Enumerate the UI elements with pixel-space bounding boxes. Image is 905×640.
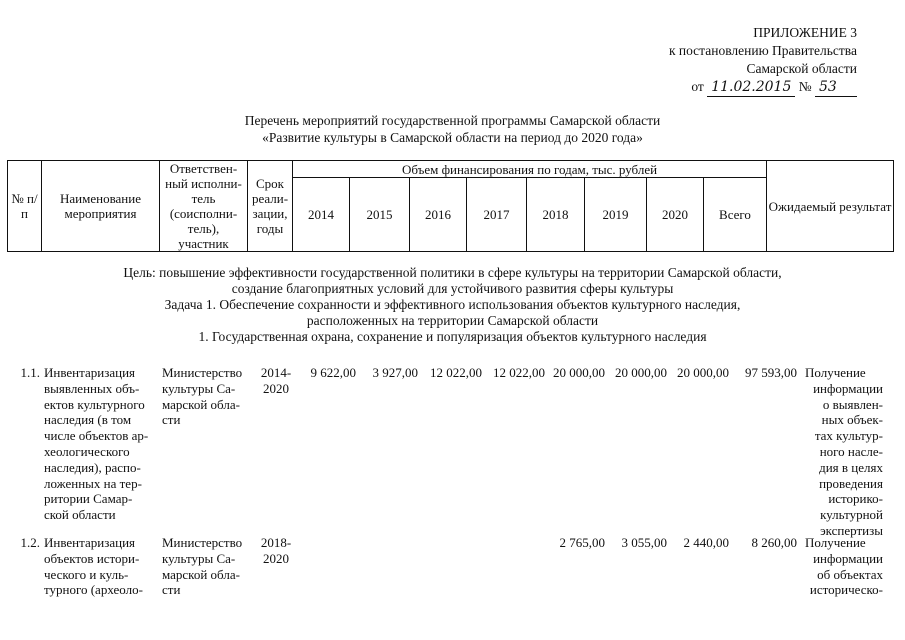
responsible-line: культуры Са- bbox=[162, 550, 236, 566]
term-line: 2020 bbox=[263, 380, 289, 396]
responsible-line: Министерство bbox=[162, 365, 243, 380]
value-2014: 9 622,00 bbox=[310, 365, 356, 380]
number-prefix: № bbox=[798, 79, 812, 94]
result-line: информации bbox=[813, 380, 883, 396]
appendix-block bbox=[597, 24, 857, 97]
task-line-1: Задача 1. Обеспечение сохранности и эффективного использования объектов культурного наследия, bbox=[164, 297, 741, 312]
row-term bbox=[256, 535, 296, 567]
name-line: объектов истори- bbox=[44, 550, 140, 566]
header-year: 2015 bbox=[350, 178, 410, 252]
goal-line-2: создание благоприятных условий для устойчивого развития сферы культуры bbox=[231, 281, 674, 296]
appendix-region-line: Самарской области bbox=[746, 61, 857, 76]
name-line: ложенных на тер- bbox=[44, 475, 142, 491]
document-title bbox=[0, 112, 905, 146]
name-line: ритории Самар- bbox=[44, 491, 133, 507]
row-responsible bbox=[162, 365, 257, 428]
value-2019: 20 000,00 bbox=[615, 365, 667, 380]
responsible-line: Министерство bbox=[162, 535, 243, 550]
value-total: 97 593,00 bbox=[745, 365, 797, 380]
responsible-line: сти bbox=[162, 412, 181, 428]
result-line: историческо- bbox=[809, 582, 883, 598]
result-line: Получение bbox=[805, 535, 866, 550]
result-line: об объектах bbox=[817, 566, 883, 582]
term-line: 2020 bbox=[263, 550, 289, 566]
row-name bbox=[44, 535, 164, 598]
result-line: информации bbox=[813, 550, 883, 566]
result-line: ных объек- bbox=[821, 412, 883, 428]
result-line: ного насле- bbox=[819, 443, 883, 459]
result-line: экспертизы bbox=[820, 522, 883, 538]
header-total: Всего bbox=[704, 178, 767, 252]
value-2020: 20 000,00 bbox=[677, 365, 729, 380]
name-line: ческого и куль- bbox=[44, 566, 129, 582]
title-line-1: Перечень мероприятий государственной программы Самарской области bbox=[244, 113, 661, 128]
header-name: Наименование мероприятия bbox=[42, 161, 160, 252]
result-line: проведения bbox=[819, 475, 883, 491]
row-name bbox=[44, 365, 164, 523]
value-2019: 3 055,00 bbox=[621, 535, 667, 550]
goal-line-1: Цель: повышение эффективности государственной политики в сфере культуры на территории Самарской области, bbox=[123, 265, 782, 280]
value-2015: 3 927,00 bbox=[372, 365, 418, 380]
term-line: 2014- bbox=[260, 365, 292, 380]
value-total: 8 260,00 bbox=[751, 535, 797, 550]
name-line: наследия (в том bbox=[44, 412, 132, 428]
row-responsible bbox=[162, 535, 257, 598]
term-line: 2018- bbox=[260, 535, 292, 550]
result-line: историко- bbox=[828, 491, 883, 507]
name-line: хеологического bbox=[44, 443, 130, 459]
value-2016: 12 022,00 bbox=[430, 365, 482, 380]
value-2017: 12 022,00 bbox=[493, 365, 545, 380]
row-result bbox=[805, 535, 883, 598]
row-number: 1.2. bbox=[20, 535, 40, 550]
handwritten-date: 11.02.2015 bbox=[707, 78, 795, 97]
name-line: ской области bbox=[44, 507, 116, 523]
header-funding: Объем финансирования по годам, тыс. рублей bbox=[293, 161, 767, 178]
goal-block bbox=[0, 265, 905, 345]
header-term: Срок реали-зации, годы bbox=[248, 161, 293, 252]
date-prefix: от bbox=[691, 79, 704, 94]
header-year: 2018 bbox=[527, 178, 585, 252]
name-line: турного (археоло- bbox=[44, 582, 143, 598]
name-line: ектов культурного bbox=[44, 396, 145, 412]
row-result bbox=[805, 365, 883, 539]
header-num: № п/п bbox=[8, 161, 42, 252]
result-line: Получение bbox=[805, 365, 866, 380]
header-year: 2016 bbox=[410, 178, 467, 252]
appendix-date-line bbox=[597, 78, 857, 97]
header-year: 2017 bbox=[467, 178, 527, 252]
value-2020: 2 440,00 bbox=[683, 535, 729, 550]
value-2018: 20 000,00 bbox=[553, 365, 605, 380]
value-2018: 2 765,00 bbox=[559, 535, 605, 550]
header-responsible: Ответствен-ный исполни-тель (соисполни-тель), участник bbox=[160, 161, 248, 252]
column-header-table bbox=[7, 160, 894, 252]
name-line: числе объектов ар- bbox=[44, 428, 149, 444]
name-line: Инвентаризация bbox=[44, 365, 135, 380]
row-term bbox=[256, 365, 296, 397]
header-year: 2020 bbox=[647, 178, 704, 252]
header-year: 2014 bbox=[293, 178, 350, 252]
responsible-line: сти bbox=[162, 582, 181, 598]
responsible-line: марской обла- bbox=[162, 396, 240, 412]
task-line-2: расположенных на территории Самарской области bbox=[306, 313, 599, 328]
header-result: Ожидаемый результат bbox=[767, 161, 894, 252]
result-line: культурной bbox=[820, 507, 883, 523]
name-line: Инвентаризация bbox=[44, 535, 135, 550]
result-line: о выявлен- bbox=[822, 396, 883, 412]
name-line: выявленных объ- bbox=[44, 380, 140, 396]
appendix-title: ПРИЛОЖЕНИЕ 3 bbox=[753, 25, 857, 40]
appendix-decree-line: к постановлению Правительства bbox=[668, 43, 857, 58]
responsible-line: марской обла- bbox=[162, 566, 240, 582]
title-line-2: «Развитие культуры в Самарской области на период до 2020 года» bbox=[262, 130, 643, 145]
section-heading: 1. Государственная охрана, сохранение и популяризация объектов культурного наследия bbox=[198, 329, 707, 344]
result-line: тах культур- bbox=[814, 428, 883, 444]
handwritten-number: 53 bbox=[815, 78, 857, 97]
responsible-line: культуры Са- bbox=[162, 380, 236, 396]
name-line: наследия), распо- bbox=[44, 459, 141, 475]
header-year: 2019 bbox=[585, 178, 647, 252]
result-line: дия в целях bbox=[819, 459, 883, 475]
row-number: 1.1. bbox=[20, 365, 40, 380]
